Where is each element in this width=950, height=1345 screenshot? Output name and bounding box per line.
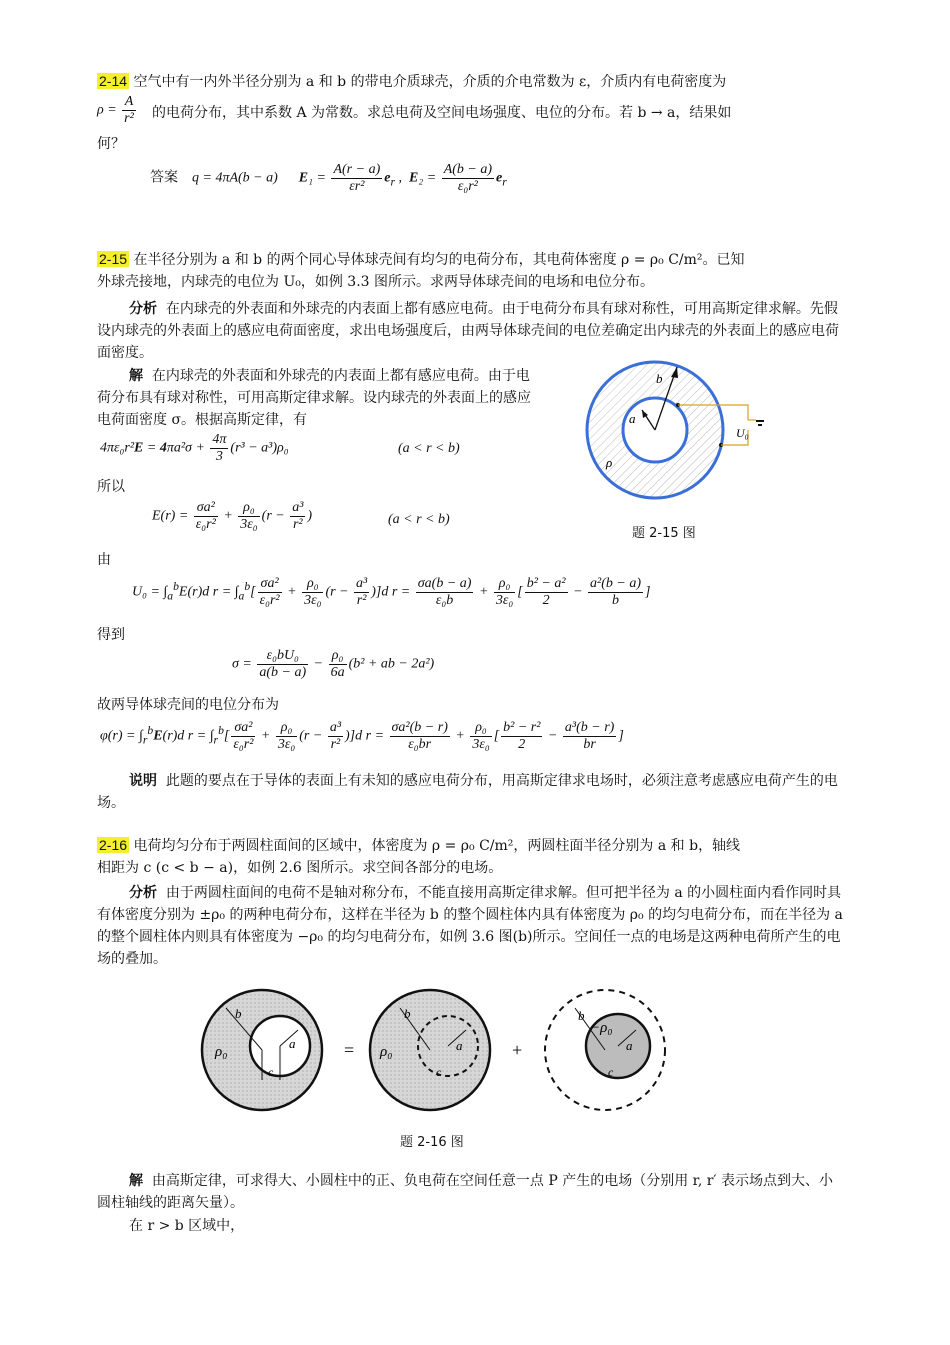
problem-2-15-line2: 外球壳接地，内球壳的电位为 U₀，如例 3.3 图所示。求两导体球壳间的电场和电位分布。 bbox=[97, 274, 655, 290]
gauss-equation: 4πε₀r²E = 4πa²σ + $\frac{4\pi}{3}$ (r³ − a³)ρ₀ bbox=[100, 432, 289, 464]
problem-2-16-line1: 2-16 电荷均匀分布于两圆柱面间的区域中，体密度为 ρ = ρ₀ C/m²，两圆柱面半径分别为 a 和 b，轴线 bbox=[99, 837, 741, 854]
svg-text:a: a bbox=[626, 1038, 633, 1053]
answer-2-14: 答案 q = 4πA(b − a) E₁ = $\frac{A(r - a)}{\text{εr²}}$ $e_r$ , E₂ = $\frac{A(b - a)}{\text{ε₀r²}}$ $e_r$ bbox=[150, 162, 507, 194]
svg-text:b: b bbox=[235, 1006, 242, 1021]
condition-1: (a < r < b) bbox=[398, 441, 460, 456]
negative-small-cylinder bbox=[545, 990, 665, 1110]
svg-text:=: = bbox=[344, 1040, 355, 1060]
phi-equation: $\varphi(r) = \int_r^bE(r)d$ $r = \int_r^b$[ $\frac{\text{σa²}}{\text{ε₀r²}}$ + $\frac{\text{ρ₀}}{\text{3ε₀}}$ (r − $\frac{\text{a³}}{\text{r²}}$ )]d r = $\frac{\text{σa²(b − r)}}{\text{ε₀br}}$ + $\frac{\text{ρ₀}}{\text{3ε₀}}$ [ $\frac{\text{b² − r²}}{2}$ − $\frac{\text{a³(b − r)}}{br}$ ] bbox=[100, 720, 624, 752]
rho-formula: ρ = $\frac{A}{\text{r²}}$ bbox=[97, 94, 134, 126]
svg-text:a: a bbox=[456, 1038, 463, 1053]
full-cylinder bbox=[370, 990, 490, 1110]
e-field-equation: E(r) = $\frac{\text{σa²}}{\text{ε₀r²}}$ + $\frac{\text{ρ₀}}{\text{3ε₀}}$ (r − $\frac{\text{a³}}{\text{r²}}$ ) bbox=[152, 500, 313, 532]
so-label: 所以 bbox=[97, 479, 125, 495]
svg-text:ρ₀: ρ₀ bbox=[215, 1044, 228, 1060]
svg-text:+: + bbox=[512, 1040, 523, 1060]
get-label: 得到 bbox=[97, 627, 125, 643]
svg-text:ρ₀: ρ₀ bbox=[380, 1044, 393, 1060]
svg-text:c: c bbox=[608, 1065, 614, 1079]
problem-2-14-line3: 何？ bbox=[97, 136, 125, 152]
cylinder-with-hole bbox=[202, 990, 322, 1110]
svg-text:b: b bbox=[578, 1008, 585, 1023]
problem-2-16-line2: 相距为 c (c < b − a)，如例 2.6 图所示。求空间各部分的电场。 bbox=[97, 860, 503, 876]
figure-2-16-caption: 题 2-16 图 bbox=[400, 1135, 464, 1150]
sigma-equation: σ = $\frac{\text{ε₀bU₀}}{a(b - a)}$ − $\frac{\text{ρ₀}}{6a}$ (b² + ab − 2a²) bbox=[232, 648, 435, 680]
problem-2-15-analysis: 分析 在内球壳的外表面和外球壳的内表面上都有感应电荷。由于电荷分布具有球对称性，可用高斯定律求解。先假设内球壳的外表面上的感应电荷面密度，求出电场强度后，由两导体球壳间的电位差确定出内球壳的外表面上的感应电荷面密度。 bbox=[97, 301, 839, 361]
region-label: 在 r > b 区域中， bbox=[129, 1218, 245, 1234]
problem-2-15-note: 说明 此题的要点在于导体的表面上有未知的感应电荷分布，用高斯定律求电场时，必须注意考虑感应电荷产生的电场。 bbox=[97, 773, 838, 811]
condition-2: (a < r < b) bbox=[388, 512, 450, 527]
problem-tag-2-16: 2-16 bbox=[99, 837, 128, 853]
svg-text:b: b bbox=[656, 371, 663, 386]
svg-text:c: c bbox=[436, 1065, 442, 1079]
problem-2-14-line1: 2-14 空气中有一内外半径分别为 a 和 b 的带电介质球壳，介质的介电常数为 ε，介质内有电荷密度为 bbox=[99, 73, 727, 90]
svg-text:−ρ₀: −ρ₀ bbox=[590, 1020, 613, 1036]
svg-text:a: a bbox=[289, 1036, 296, 1051]
hence-label: 故两导体球壳间的电位分布为 bbox=[97, 697, 279, 713]
figure-2-15 bbox=[580, 355, 780, 510]
problem-2-16-solution: 解 由高斯定律，可求得大、小圆柱中的正、负电荷在空间任意一点 P 产生的电场（分别用 r, r′ 表示场点到大、小圆柱轴线的距离矢量）。 bbox=[97, 1173, 834, 1211]
problem-2-16-analysis: 分析 由于两圆柱面间的电荷不是轴对称分布，不能直接用高斯定律求解。但可把半径为 a 的小圆柱面内看作同时具有体密度分别为 ±ρ₀ 的两种电荷分布，这样在半径为 b 的整个圆柱体内具有体密度为 ρ₀ 的均匀电荷分布，而在半径为 a 的整个圆柱体内则具有体密度为 −ρ₀ 的均匀电荷分布，如例 3.6 图(b)所示。空间任一点的电场是这两种电荷所产生的电场的叠加。 bbox=[97, 885, 843, 967]
figure-2-15-caption: 题 2-15 图 bbox=[632, 526, 696, 541]
figure-2-16 bbox=[190, 978, 680, 1118]
svg-text:ρ: ρ bbox=[606, 455, 613, 470]
problem-tag-2-14: 2-14 bbox=[99, 73, 128, 89]
problem-2-14-line2: 的电荷分布，其中系数 A 为常数。求总电荷及空间电场强度、电位的分布。若 b → a，结果如 bbox=[152, 105, 732, 121]
problem-2-15-solution: 解 在内球壳的外表面和外球壳的内表面上都有感应电荷。由于电荷分布具有球对称性，可用高斯定律求解。设内球壳的外表面上的感应电荷面密度 σ。根据高斯定律，有 bbox=[97, 368, 531, 428]
u0-equation: $U_0 = \int_a^bE(r)d$ $r = \int_a^b$[ $\frac{\text{σa²}}{\text{ε₀r²}}$ + $\frac{\text{ρ₀}}{\text{3ε₀}}$ (r − $\frac{\text{a³}}{\text{r²}}$ )]d r = $\frac{\sigma a(b - a)}{\text{ε₀b}}$ + $\frac{\text{ρ₀}}{\text{3ε₀}}$ [ $\frac{\text{b² − a²}}{2}$ − $\frac{\text{a²(b − a)}}{b}$ ] bbox=[132, 576, 651, 608]
svg-text:a: a bbox=[629, 411, 636, 426]
svg-text:b: b bbox=[404, 1006, 411, 1021]
problem-tag-2-15: 2-15 bbox=[99, 251, 128, 267]
svg-text:c: c bbox=[268, 1065, 274, 1079]
svg-text:U₀: U₀ bbox=[736, 426, 749, 440]
problem-2-15-line1: 2-15 在半径分别为 a 和 b 的两个同心导体球壳间有均匀的电荷分布，其电荷体密度 ρ = ρ₀ C/m²。已知 bbox=[99, 251, 745, 268]
by-label: 由 bbox=[97, 552, 111, 568]
